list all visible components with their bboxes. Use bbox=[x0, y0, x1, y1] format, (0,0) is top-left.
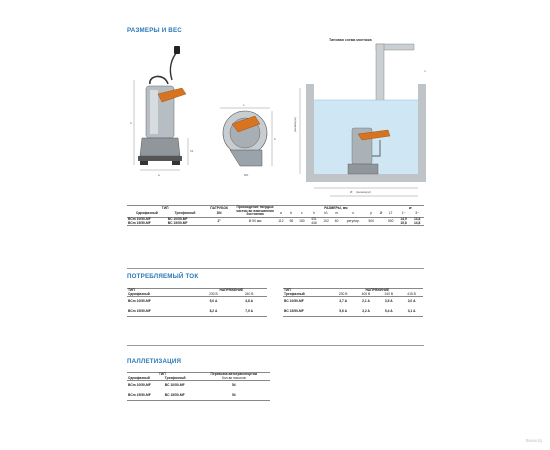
kg3-value: 13,8 bbox=[413, 216, 421, 221]
current-single-volt-1: 230 В bbox=[209, 291, 218, 296]
consumption-section-title: ПОТРЕБЛЯЕМЫЙ ТОК bbox=[127, 273, 199, 280]
kg3-value: 14,8 bbox=[413, 220, 421, 225]
dims-head-c: c bbox=[301, 211, 303, 216]
row-v4: 2,0 A bbox=[407, 299, 416, 304]
current-three-volt-1: 230 В bbox=[338, 291, 348, 296]
dims-col-kg: кг bbox=[408, 205, 412, 210]
dimensions-table bbox=[127, 205, 424, 226]
row-v2: 4,8 A bbox=[245, 299, 254, 304]
current-three-volt-4: 415 В bbox=[407, 291, 416, 296]
dims-head-p: p bbox=[370, 211, 373, 216]
passage-value: Ø 50 мм bbox=[248, 218, 262, 223]
current-single-col-voltage: НАПРЯЖЕНИЕ bbox=[219, 288, 244, 292]
pump-top-view bbox=[220, 103, 276, 177]
current-single-volt-2: 240 В bbox=[244, 291, 254, 296]
port-value: 2" bbox=[217, 218, 221, 223]
dim-phi-value bbox=[377, 217, 384, 225]
row-v1: 5,6 A bbox=[339, 308, 348, 313]
dim-min-label: (минимум) bbox=[293, 117, 297, 132]
dims-col-dims: РАЗМЕРЫ, мм bbox=[324, 205, 348, 210]
row-v3: 5,4 A bbox=[384, 308, 393, 313]
dim-b-label: b bbox=[274, 137, 276, 141]
table-row bbox=[127, 391, 270, 401]
row-single-name: BCm 10/50-MF bbox=[128, 216, 151, 221]
pallet-section-title: ПАЛЛЕТИЗАЦИЯ bbox=[127, 358, 182, 365]
row-qty: 54 bbox=[231, 392, 236, 397]
dims-head-phi: Ø bbox=[379, 211, 383, 216]
dim-h-label: h bbox=[130, 121, 132, 125]
row-three-name: BC 10/50-MF bbox=[167, 216, 188, 221]
pallet-col-transport: Перевозка автотранспортом bbox=[210, 372, 258, 376]
pallet-col-qty: Кол-во насосов bbox=[221, 375, 246, 380]
row-name: BC 10/50-MF bbox=[284, 299, 304, 304]
current-single-table bbox=[127, 288, 267, 317]
kg1-value: 14,9 bbox=[400, 216, 407, 221]
row-qty: 54 bbox=[231, 383, 236, 388]
dim-n-label: n bbox=[424, 69, 426, 73]
pump-side-view bbox=[130, 46, 194, 177]
pallet-table bbox=[127, 372, 270, 401]
row-three-name: BC 15/50-MF bbox=[167, 220, 188, 225]
dims-head-h1: h1 bbox=[324, 211, 328, 216]
row-v1: 3,7 A bbox=[339, 299, 348, 304]
row-name: BCm 15/50-MF bbox=[128, 308, 151, 313]
dims-col-single: Однофазный bbox=[135, 211, 158, 216]
dim-a-label: a bbox=[158, 173, 160, 177]
table-row bbox=[283, 307, 423, 317]
dims-head-a: a bbox=[279, 211, 282, 216]
dims-section-title: РАЗМЕРЫ И ВЕС bbox=[127, 27, 182, 34]
current-three-col-voltage: НАПРЯЖЕНИЕ bbox=[365, 288, 390, 292]
current-three-table bbox=[283, 288, 423, 317]
row-v2: 2,1 A bbox=[362, 299, 370, 304]
dim-phi-label: Ø bbox=[350, 190, 353, 194]
pallet-col-type: ТИП bbox=[158, 372, 166, 376]
dims-col-port: ПАТРУБОК bbox=[210, 205, 229, 210]
dim-m-value: 60 bbox=[334, 218, 339, 223]
row-v1: 5,0 A bbox=[209, 299, 218, 304]
installation-scheme-title: Типовая схема монтажа bbox=[329, 38, 372, 42]
pallet-col-single: Однофазный bbox=[128, 375, 150, 380]
dim-n-value: регулир. bbox=[346, 218, 360, 223]
dims-head-n: n bbox=[352, 211, 355, 216]
dims-col-passage: Прохождение твердых частиц во взвешенном состоянии bbox=[236, 205, 274, 217]
current-three-volt-3: 240 В bbox=[384, 291, 394, 296]
kg1-value: 15,8 bbox=[400, 220, 407, 225]
dims-head-lt: LT bbox=[388, 211, 393, 216]
row-three-name: BC 15/50-MF bbox=[164, 392, 185, 397]
current-three-col-type: ТИП bbox=[284, 288, 291, 292]
dim-h1-value: 102 bbox=[323, 218, 329, 223]
dim-h1-label: h1 bbox=[190, 149, 194, 153]
table-row bbox=[127, 307, 267, 317]
dim-dn-label: DN bbox=[244, 173, 249, 177]
current-three-col-kind: Трехфазный bbox=[284, 291, 305, 296]
row-v2: 7,9 A bbox=[245, 308, 254, 313]
dims-head-kg3: 3~ bbox=[415, 211, 420, 216]
dim-a-value: 112 bbox=[278, 218, 284, 223]
current-single-col-kind: Однофазный bbox=[128, 291, 150, 296]
installation-scheme bbox=[293, 44, 426, 196]
row-single-name: BCm 10/50-MF bbox=[128, 383, 151, 388]
dim-lt-value: 500 bbox=[387, 218, 394, 223]
dim-h-value: 431 bbox=[311, 216, 317, 221]
dim-c-label: c bbox=[243, 103, 245, 107]
current-single-col-type: ТИП bbox=[128, 288, 135, 292]
table-row bbox=[283, 297, 423, 307]
row-single-name: BCm 15/50-MF bbox=[128, 392, 151, 397]
dim-p-value: 500 bbox=[368, 218, 375, 223]
row-name: BC 15/50-MF bbox=[284, 308, 304, 313]
dims-col-port-sub: DN bbox=[216, 211, 222, 216]
pump-drawings bbox=[120, 38, 426, 194]
dim-min-label-bottom: (минимум) bbox=[356, 190, 371, 194]
row-three-name: BC 10/50-MF bbox=[164, 383, 185, 388]
dim-h-value: 446 bbox=[311, 220, 317, 225]
row-v1: 8,2 A bbox=[209, 308, 218, 313]
table-row bbox=[127, 297, 267, 307]
dims-col-type: ТИП bbox=[161, 205, 169, 210]
row-v4: 3,1 A bbox=[407, 308, 416, 313]
pallet-col-three: Трехфазный bbox=[164, 375, 186, 380]
table-row bbox=[127, 381, 270, 391]
row-single-name: BCm 15/50-MF bbox=[128, 220, 151, 225]
dim-c-value: 150 bbox=[299, 218, 305, 223]
watermark: Вималф bbox=[525, 438, 542, 443]
dims-head-m: m bbox=[335, 211, 338, 216]
dim-b-value: 98 bbox=[289, 218, 294, 223]
dims-head-b: b bbox=[290, 211, 293, 216]
row-v2: 3,2 A bbox=[362, 308, 370, 313]
current-three-volt-2: 400 В bbox=[361, 291, 371, 296]
row-name: BCm 10/50-MF bbox=[128, 299, 151, 304]
dims-col-three: Трехфазный bbox=[174, 211, 196, 216]
dims-head-h: h bbox=[313, 211, 315, 216]
dims-head-kg1: 1~ bbox=[401, 211, 406, 216]
row-v3: 3,5 A bbox=[384, 299, 393, 304]
